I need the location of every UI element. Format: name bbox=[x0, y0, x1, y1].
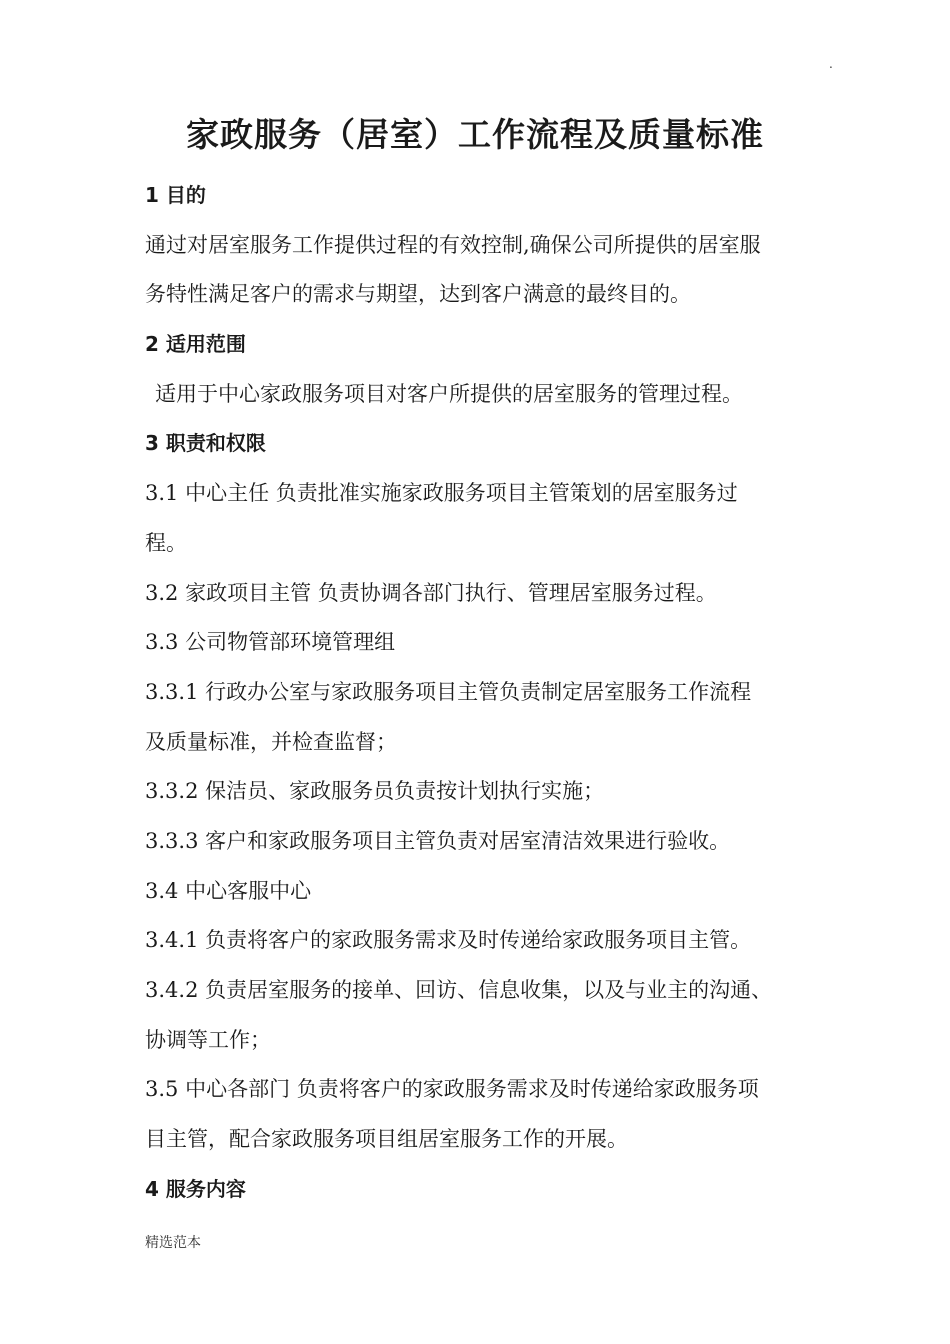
section-heading: 1 目的 bbox=[145, 183, 206, 207]
body-text-line: 3.3.2 保洁员、家政服务员负责按计划执行实施； bbox=[145, 779, 605, 804]
corner-mark: . bbox=[829, 57, 833, 71]
body-text-line: 通过对居室服务工作提供过程的有效控制,确保公司所提供的居室服 bbox=[145, 232, 761, 257]
body-text-line: 3.4.2 负责居室服务的接单、回访、信息收集，以及与业主的沟通、 bbox=[145, 978, 773, 1002]
body-text-line: 目主管，配合家政服务项目组居室服务工作的开展。 bbox=[145, 1127, 628, 1152]
document-title: 家政服务（居室）工作流程及质量标准 bbox=[186, 115, 764, 154]
body-text-line: 3.4.1 负责将客户的家政服务需求及时传递给家政服务项目主管。 bbox=[145, 928, 752, 953]
body-text-line: 3.3 公司物管部环境管理组 bbox=[145, 630, 396, 655]
body-text-line: 3.3.3 客户和家政服务项目主管负责对居室清洁效果进行验收。 bbox=[145, 828, 731, 853]
body-text-line: 3.5 中心各部门 负责将客户的家政服务需求及时传递给家政服务项 bbox=[145, 1077, 759, 1102]
body-text-line: 适用于中心家政服务项目对客户所提供的居室服务的管理过程。 bbox=[155, 381, 743, 406]
body-text-line: 务特性满足客户的需求与期望，达到客户满意的最终目的。 bbox=[145, 282, 691, 307]
body-text-line: 3.2 家政项目主管 负责协调各部门执行、管理居室服务过程。 bbox=[145, 580, 717, 605]
body-text-line: 3.1 中心主任 负责批准实施家政服务项目主管策划的居室服务过 bbox=[145, 481, 738, 506]
body-text-line: 3.4 中心客服中心 bbox=[145, 878, 312, 903]
body-text-line: 及质量标准，并检查监督； bbox=[145, 729, 397, 754]
section-heading: 2 适用范围 bbox=[145, 332, 246, 357]
document-body bbox=[145, 171, 817, 1214]
body-text-line: 程。 bbox=[145, 530, 187, 555]
body-text-line: 3.3.1 行政办公室与家政服务项目主管负责制定居室服务工作流程 bbox=[145, 679, 752, 704]
section-heading: 4 服务内容 bbox=[145, 1176, 246, 1201]
body-text-line: 协调等工作； bbox=[145, 1027, 271, 1052]
footer-note: 精选范本 bbox=[145, 1235, 201, 1251]
section-heading: 3 职责和权限 bbox=[145, 431, 266, 456]
